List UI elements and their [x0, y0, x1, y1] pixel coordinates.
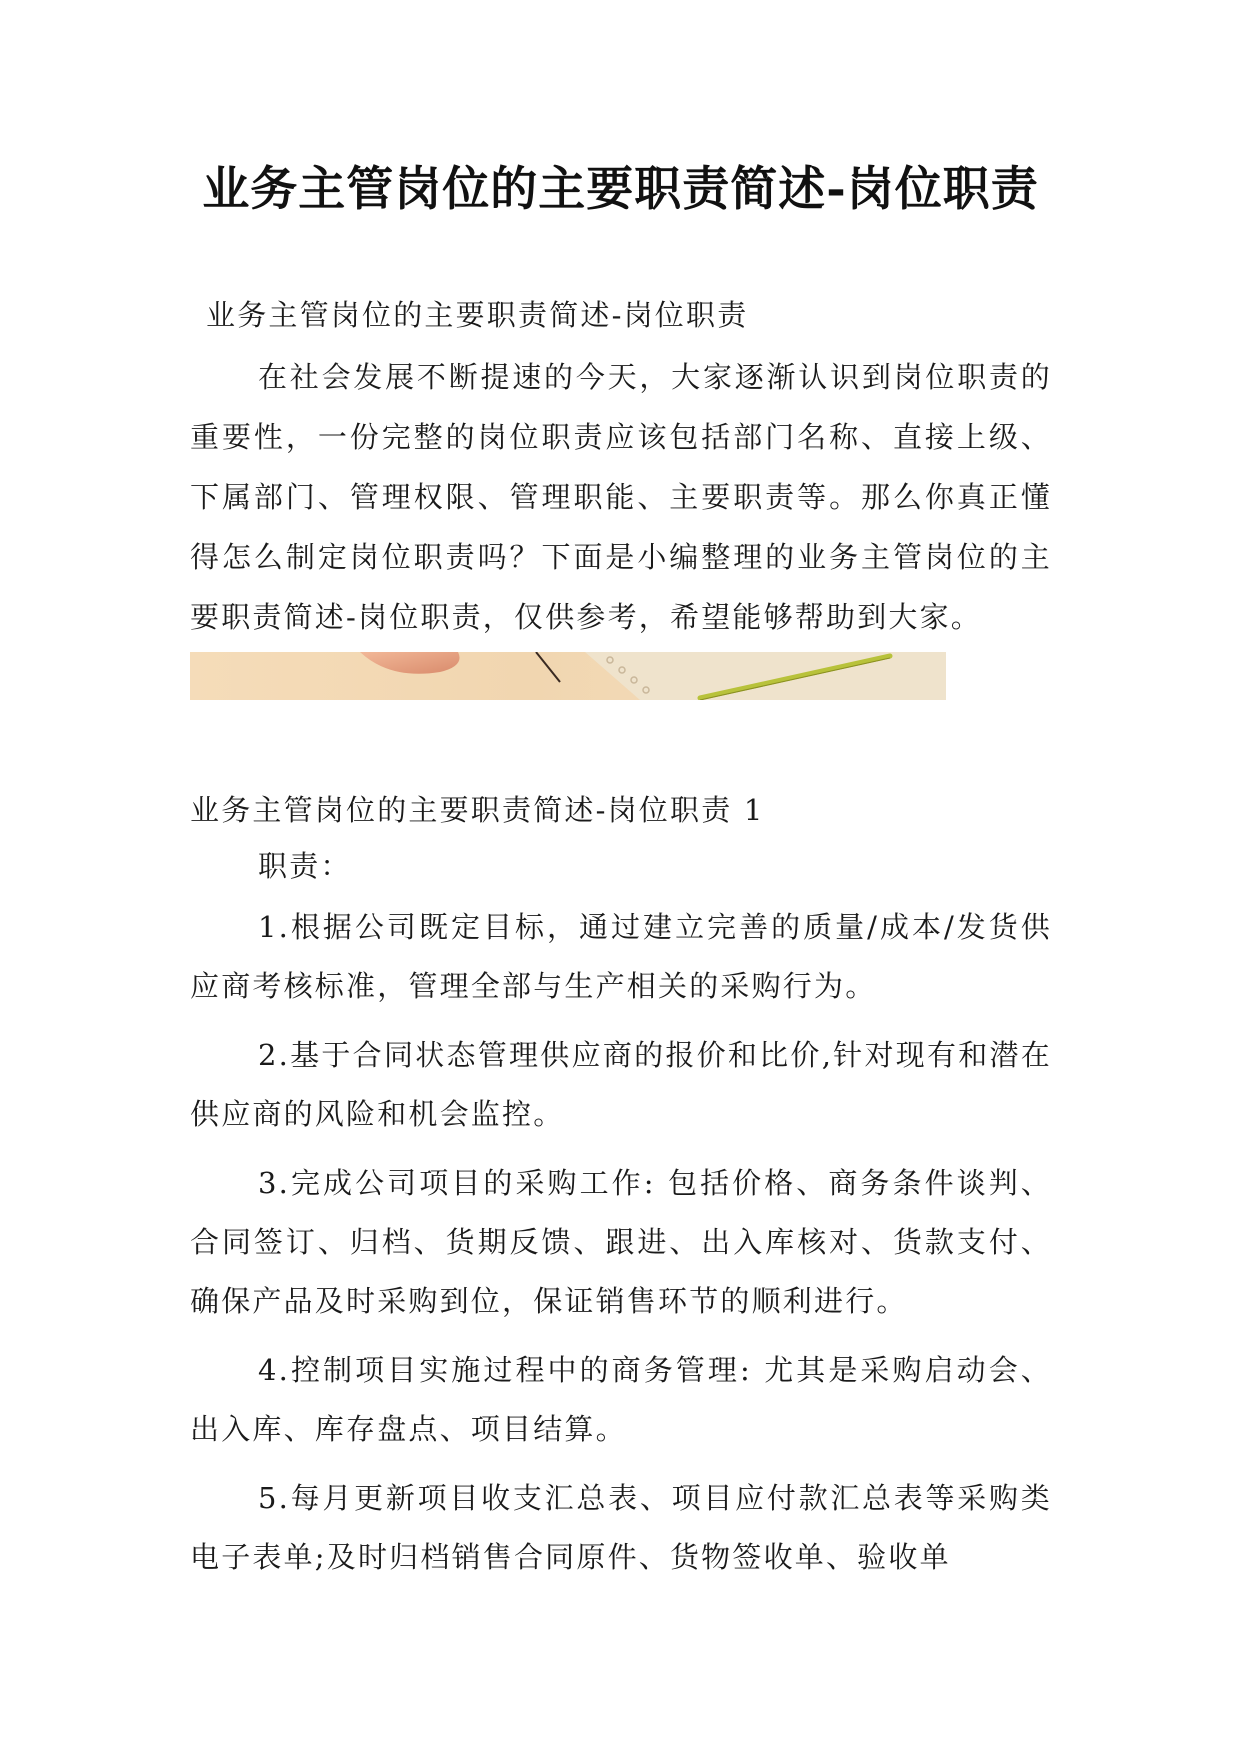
notebook-shape — [585, 652, 946, 700]
document-subtitle: 业务主管岗位的主要职责简述-岗位职责 — [206, 298, 749, 332]
duty-item-5: 5.每月更新项目收支汇总表、项目应付款汇总表等采购类电子表单;及时归档销售合同原件、货物签收单、验收单 — [190, 1481, 1052, 1574]
duty-item-2: 2.基于合同状态管理供应商的报价和比价,针对现有和潜在供应商的风险和机会监控。 — [190, 1038, 1052, 1131]
duty-item-1: 1.根据公司既定目标，通过建立完善的质量/成本/发货供应商考核标准，管理全部与生产相关的采购行为。 — [190, 910, 1052, 1003]
duty-label: 职责： — [258, 849, 352, 883]
intro-paragraph: 在社会发展不断提速的今天，大家逐渐认识到岗位职责的重要性，一份完整的岗位职责应该包括部门名称、直接上级、下属部门、管理权限、管理职能、主要职责等。那么你真正懂得怎么制定岗位职责吗？下面是小编整理的业务主管岗位的主要职责简述-岗位职责，仅供参考，希望能够帮助到大家。 — [190, 360, 1052, 634]
section-heading: 业务主管岗位的主要职责简述-岗位职责 1 — [190, 793, 765, 827]
duty-item-3: 3.完成公司项目的采购工作: 包括价格、商务条件谈判、合同签订、归档、货期反馈、跟进、出入库核对、货款支付、确保产品及时采购到位，保证销售环节的顺利进行。 — [190, 1166, 1052, 1318]
document-title: 业务主管岗位的主要职责简述-岗位职责 — [202, 162, 1039, 217]
document-body — [190, 295, 1052, 1587]
duty-item-4: 4.控制项目实施过程中的商务管理: 尤其是采购启动会、出入库、库存盘点、项目结算。 — [190, 1353, 1052, 1446]
banner-image — [190, 652, 946, 700]
